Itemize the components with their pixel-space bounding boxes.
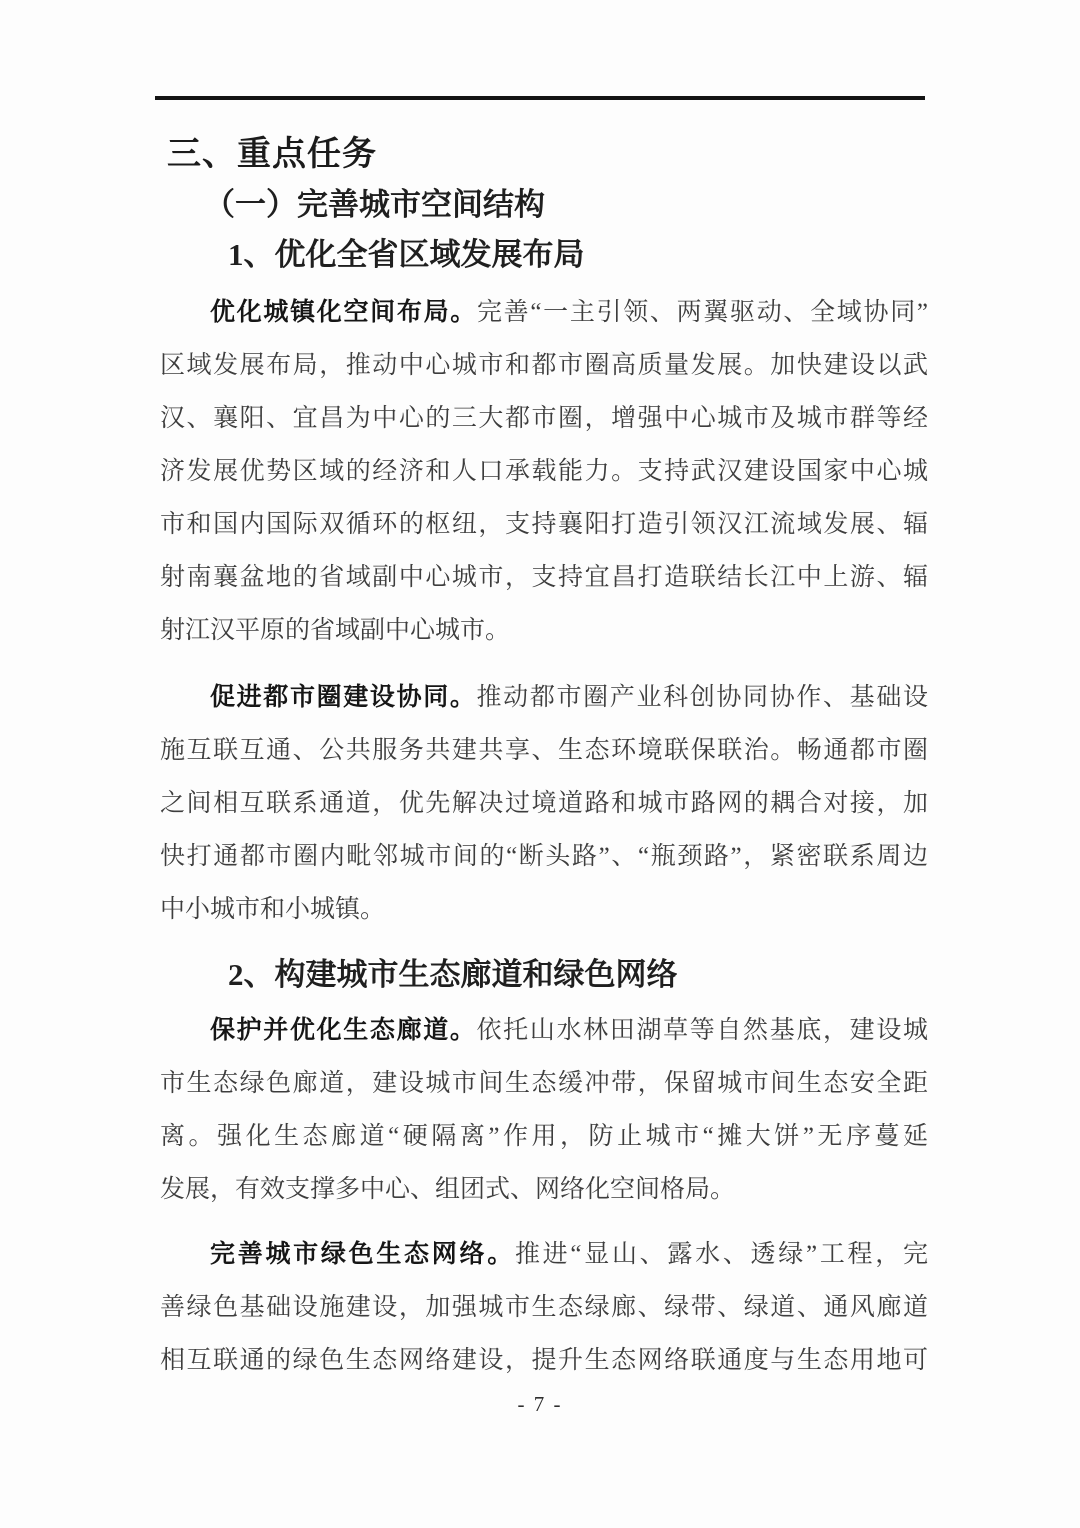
text-line [160, 551, 928, 604]
paragraph [160, 671, 928, 936]
line-text: 市生态绿色廊道，建设城市间生态缓冲带，保留城市间生态安全距 [160, 1070, 928, 1097]
section-heading-h1: 三、重点任务 [167, 135, 377, 173]
line-text: 汉、襄阳、宜昌为中心的三大都市圈，增强中心城市及城市群等经 [160, 405, 928, 432]
line-text: 济发展优势区域的经济和人口承载能力。支持武汉建设国家中心城 [160, 458, 928, 485]
line-text: 善绿色基础设施建设，加强城市生态绿廊、绿带、绿道、通风廊道 [160, 1294, 928, 1321]
section-heading-h3: 2、构建城市生态廊道和绿色网络 [228, 957, 678, 992]
line-text: 射南襄盆地的省域副中心城市，支持宜昌打造联结长江中上游、辐 [160, 564, 928, 591]
line-text: 离。强化生态廊道“硬隔离”作用，防止城市“摊大饼”无序蔓延 [160, 1123, 928, 1150]
paragraph-lead: 保护并优化生态廊道。 [210, 1017, 477, 1044]
text-line [160, 498, 928, 551]
paragraph [160, 286, 928, 657]
text-line [160, 671, 928, 724]
section-heading-h2: （一）完善城市空间结构 [204, 187, 545, 222]
line-text: 完善“一主引领、两翼驱动、全域协同” [476, 299, 928, 326]
text-line [160, 724, 928, 777]
line-text: 施互联互通、公共服务共建共享、生态环境联保联治。畅通都市圈 [160, 737, 928, 764]
paragraph-lead: 完善城市绿色生态网络。 [210, 1241, 515, 1268]
line-text: 中小城市和小城镇。 [160, 896, 386, 923]
text-line [160, 1281, 928, 1334]
line-text: 依托山水林田湖草等自然基底，建设城 [476, 1017, 928, 1044]
text-line [160, 392, 928, 445]
text-line [160, 1163, 928, 1216]
line-text: 推动都市圈产业科创协同协作、基础设 [476, 684, 928, 711]
text-line [160, 1004, 928, 1057]
header-rule [155, 96, 925, 100]
text-line [160, 1228, 928, 1281]
page-number: - 7 - [517, 1392, 563, 1416]
line-text: 快打通都市圈内毗邻城市间的“断头路”、“瓶颈路”，紧密联系周边 [160, 843, 928, 870]
text-line [160, 1334, 928, 1387]
line-text: 之间相互联系通道，优先解决过境道路和城市路网的耦合对接，加 [160, 790, 928, 817]
text-line [160, 445, 928, 498]
text-line [160, 286, 928, 339]
text-line [160, 1110, 928, 1163]
paragraph [160, 1004, 928, 1216]
text-line [160, 339, 928, 392]
line-text: 推进“显山、露水、透绿”工程，完 [514, 1241, 928, 1268]
line-text: 射江汉平原的省域副中心城市。 [160, 617, 511, 644]
text-line [160, 604, 928, 657]
text-line [160, 883, 928, 936]
paragraph-lead: 促进都市圈建设协同。 [210, 684, 477, 711]
line-text: 发展，有效支撑多中心、组团式、网络化空间格局。 [160, 1176, 736, 1203]
line-text: 区域发展布局，推动中心城市和都市圈高质量发展。加快建设以武 [160, 352, 928, 379]
text-line [160, 830, 928, 883]
line-text: 市和国内国际双循环的枢纽，支持襄阳打造引领汉江流域发展、辐 [160, 511, 928, 538]
paragraph [160, 1228, 928, 1387]
line-text: 相互联通的绿色生态网络建设，提升生态网络联通度与生态用地可 [160, 1347, 928, 1374]
content-blocks [160, 132, 928, 1387]
paragraph-lead: 优化城镇化空间布局。 [210, 299, 477, 326]
text-line [160, 1057, 928, 1110]
section-heading-h3: 1、优化全省区域发展布局 [228, 237, 585, 272]
text-line [160, 777, 928, 830]
